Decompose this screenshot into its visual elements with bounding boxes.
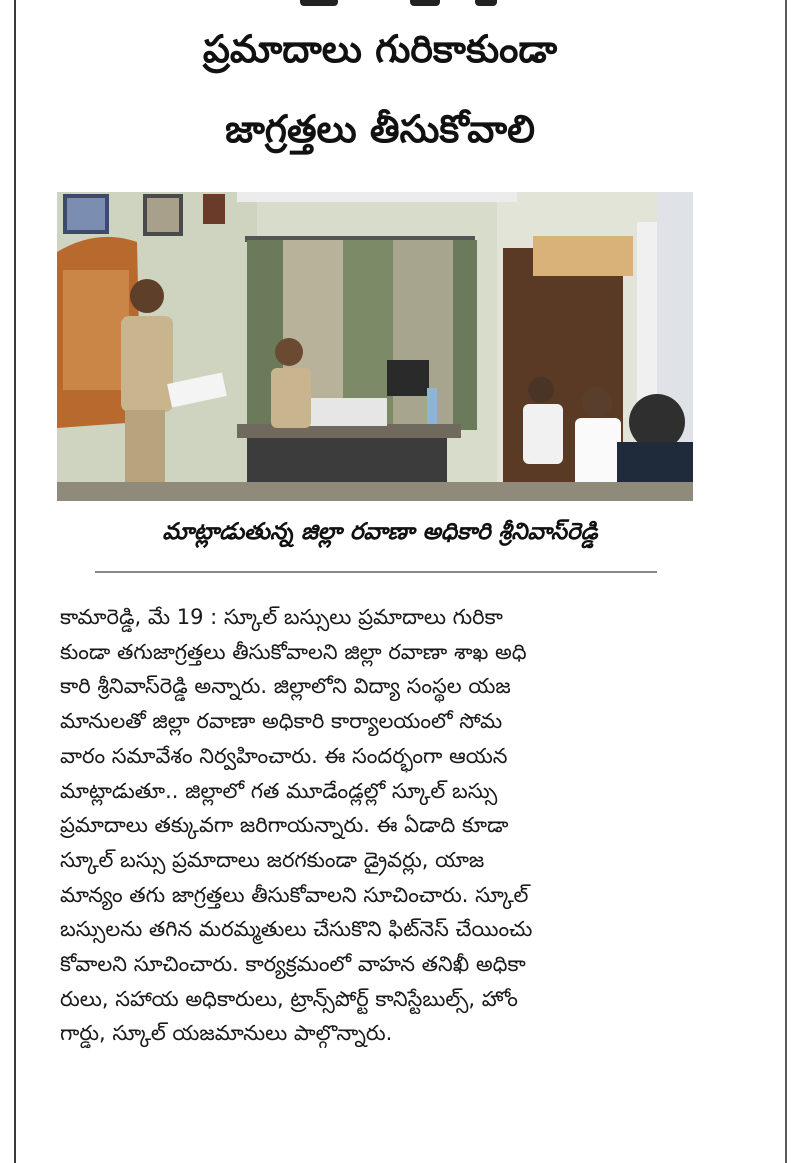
article-line: బస్సులను తగిన మరమ్మతులు చేసుకొని ఫిట్‌నెస్ చేయించు xyxy=(60,917,533,942)
column-rule-right xyxy=(785,0,787,1163)
article-body xyxy=(60,600,700,1051)
article-line: ప్రమాదాలు తక్కువగా జరిగాయన్నారు. ఈ ఏడాది కూడా xyxy=(60,813,509,838)
article-line: మానులతో జిల్లా రవాణా అధికారి కార్యాలయంలో సోమ xyxy=(60,709,503,734)
article-line: వారం సమావేశం నిర్వహించారు. ఈ సందర్భంగా ఆయన xyxy=(60,743,508,768)
headline-line-1: ప్రమాదాలు గురికాకుండా xyxy=(202,27,558,71)
article-line: రులు, సహాయ అధికారులు, ట్రాన్స్‌పోర్ట్ కానిస్టేబుల్స్, హోం xyxy=(60,986,518,1011)
article-line: కుండా తగుజాగ్రత్తలు తీసుకోవాలని జిల్లా రవాణా శాఖ అధి xyxy=(60,639,527,664)
meeting-photo xyxy=(57,192,693,501)
article-line: కామారెడ్డి, మే 19 : స్కూల్ బస్సులు ప్రమాదాలు గురికా xyxy=(60,605,503,629)
article-line: మాన్యం తగు జాగ్రత్తలు తీసుకోవాలని సూచించారు. స్కూల్ xyxy=(60,882,529,907)
caption-divider xyxy=(95,571,657,573)
cropped-headline-fragment xyxy=(290,0,510,8)
photo-caption: మాట్లాడుతున్న జిల్లా రవాణా అధికారి శ్రీనివాస్‌రెడ్డి xyxy=(162,519,598,545)
article-line: కారి శ్రీనివాస్‌రెడ్డి అన్నారు. జిల్లాలోని విద్యా సంస్థల యజ xyxy=(60,674,511,699)
column-rule-left xyxy=(14,0,16,1163)
article-line: మాట్లాడుతూ.. జిల్లాలో గత మూడేండ్లల్లో స్కూల్ బస్సు xyxy=(60,778,498,803)
article-line: కోవాలని సూచించారు. కార్యక్రమంలో వాహన తనిఖీ అధికా xyxy=(60,952,526,977)
headline-line-2: జాగ్రత్తలు తీసుకోవాలి xyxy=(225,107,535,151)
article-line: స్కూల్ బస్సు ప్రమాదాలు జరగకుండా డ్రైవర్లు, యాజ xyxy=(60,847,485,872)
meeting-photo-illustration xyxy=(57,192,693,501)
article-line: గార్డు, స్కూల్ యజమానులు పాల్గొన్నారు. xyxy=(60,1021,393,1046)
